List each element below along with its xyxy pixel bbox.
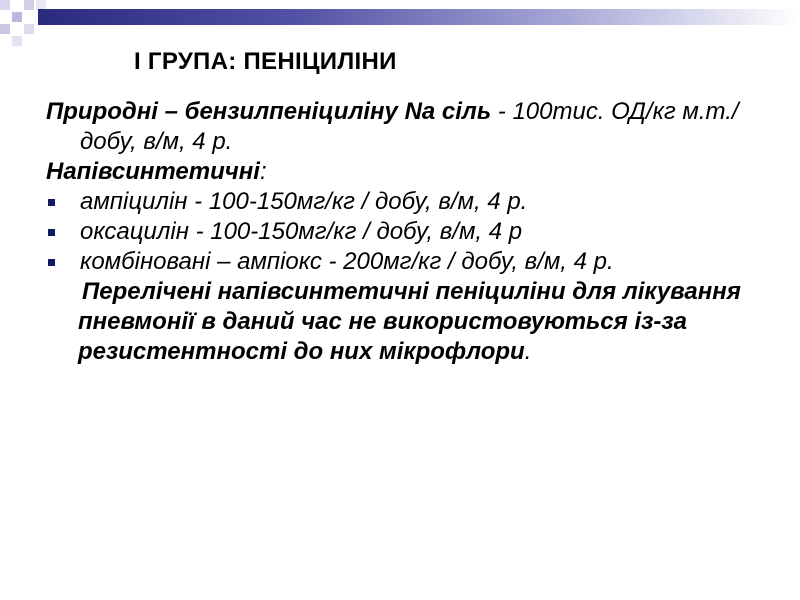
list-item-text: ампіцилін - 100-150мг/кг / добу, в/м, 4 р.: [80, 188, 528, 215]
header-gradient-band: [38, 9, 800, 25]
semisynthetic-label: Напівсинтетичні: [46, 158, 260, 185]
list-item: [46, 247, 766, 277]
semisynthetic-list: [46, 187, 766, 277]
square-bullet-icon: [48, 259, 55, 266]
natural-penicillins-paragraph: [46, 97, 766, 157]
square-bullet-icon: [48, 229, 55, 236]
natural-dosage: - 100тис. ОД/кг м.т./ добу, в/м, 4 р.: [80, 98, 739, 155]
list-item: [46, 217, 766, 247]
list-item-text: оксацилін - 100-150мг/кг / добу, в/м, 4 р: [80, 218, 523, 245]
semisynthetic-colon: :: [259, 158, 267, 185]
list-item-text: комбіновані – ампіокс - 200мг/кг / добу, в/м, 4 р.: [80, 248, 614, 275]
resistance-note-period: .: [524, 338, 532, 365]
list-item: [46, 187, 766, 217]
resistance-note: [46, 277, 766, 367]
semisynthetic-heading: [46, 157, 766, 187]
square-bullet-icon: [48, 199, 55, 206]
resistance-note-text: Перелічені напівсинтетичні пеніциліни для лікування пневмонії в даний час не використовуються із-за резистентності до них мікрофлори: [78, 278, 741, 365]
natural-label: Природні – бензилпеніциліну Na сіль: [46, 98, 492, 125]
slide-body: [46, 97, 766, 367]
slide-title: І ГРУПА: ПЕНІЦИЛІНИ: [134, 48, 397, 75]
